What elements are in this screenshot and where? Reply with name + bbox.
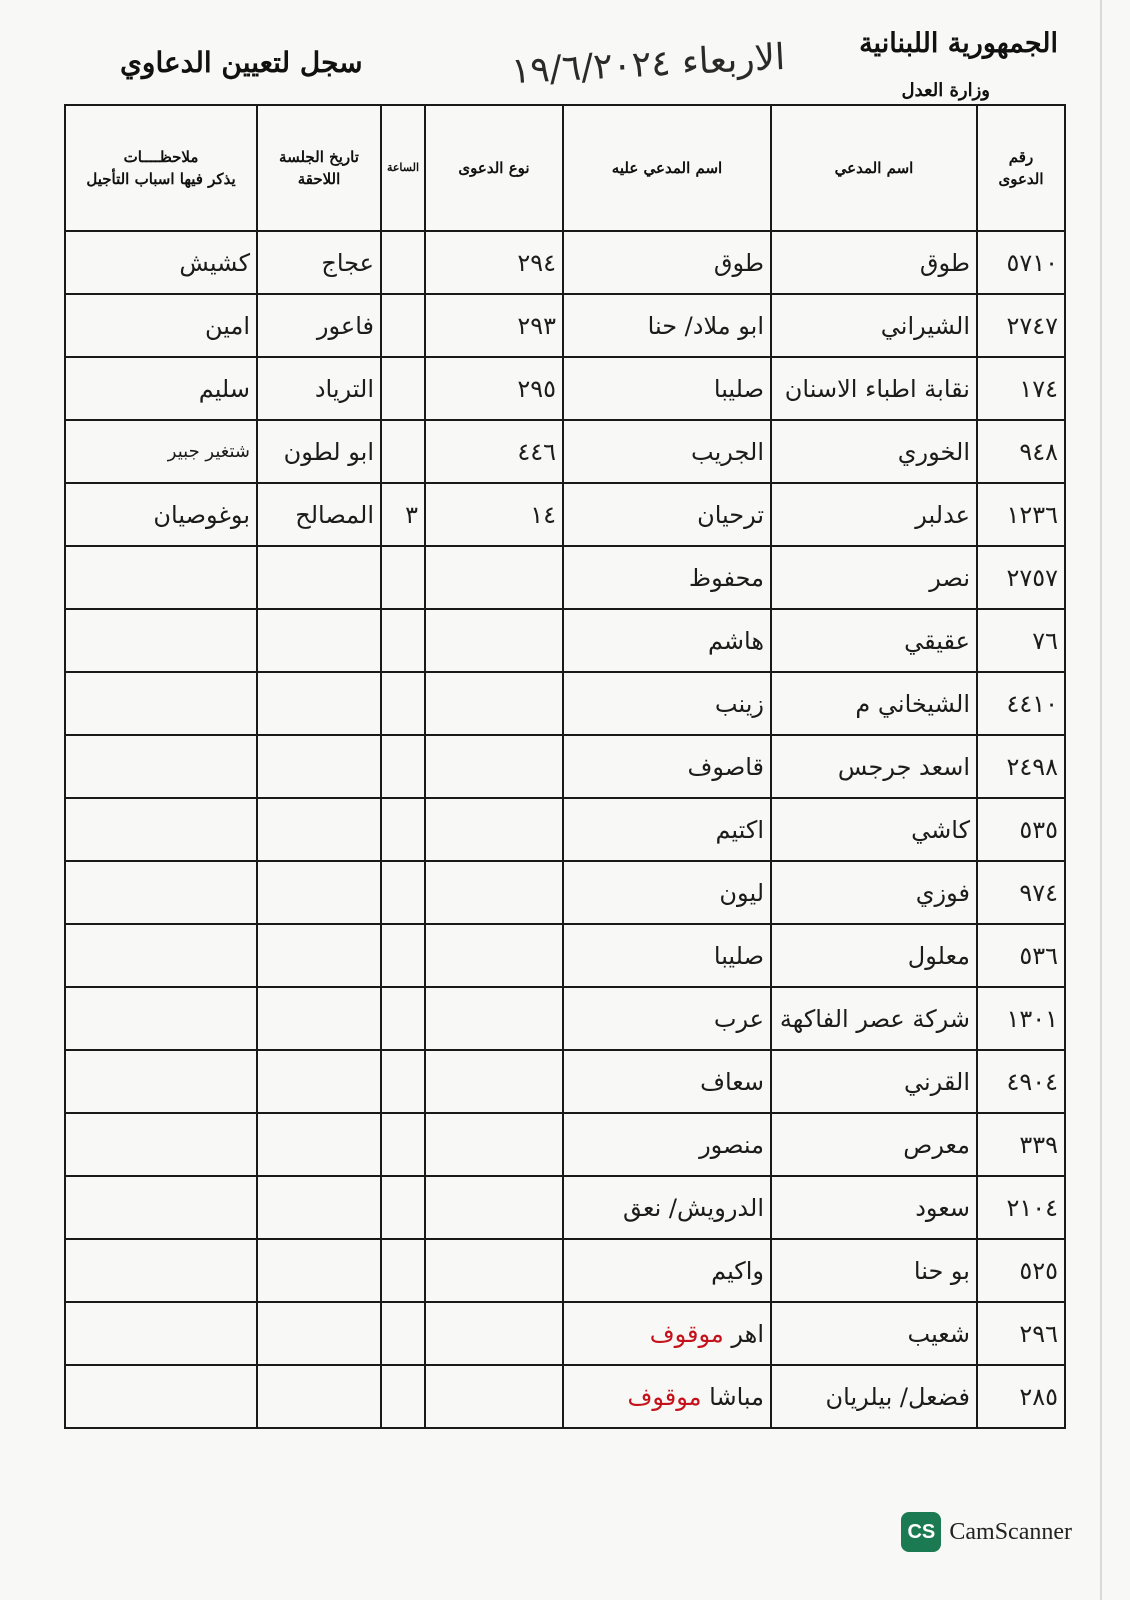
header-case-type: نوع الدعوى bbox=[425, 105, 563, 231]
cell-next-session bbox=[257, 924, 381, 987]
cell-respondent: صليبا bbox=[563, 357, 771, 420]
cell-case-number: ٥٣٥ bbox=[977, 798, 1065, 861]
cell-session-count bbox=[381, 987, 425, 1050]
table-row bbox=[65, 483, 1065, 546]
cell-case-type bbox=[425, 798, 563, 861]
table-row bbox=[65, 1050, 1065, 1113]
cell-session-count bbox=[381, 672, 425, 735]
cell-respondent: طوق bbox=[563, 231, 771, 294]
cell-plaintiff: الشيخاني م bbox=[771, 672, 977, 735]
cell-case-type bbox=[425, 861, 563, 924]
cell-remarks: شتغير جبير bbox=[65, 420, 257, 483]
cell-respondent: ابو ملاد/ حنا bbox=[563, 294, 771, 357]
cell-case-type bbox=[425, 1050, 563, 1113]
table-row bbox=[65, 1302, 1065, 1365]
cell-case-type: ٤٤٦ bbox=[425, 420, 563, 483]
cell-plaintiff: اسعد جرجس bbox=[771, 735, 977, 798]
table-row bbox=[65, 609, 1065, 672]
cell-plaintiff: معرص bbox=[771, 1113, 977, 1176]
cell-session-count bbox=[381, 1050, 425, 1113]
respondent-name: مباشا bbox=[709, 1382, 764, 1411]
cell-remarks bbox=[65, 861, 257, 924]
cell-next-session: فاعور bbox=[257, 294, 381, 357]
register-title: سجل لتعيين الدعاوي bbox=[120, 46, 363, 79]
cell-remarks bbox=[65, 1176, 257, 1239]
cell-session-count bbox=[381, 1113, 425, 1176]
cell-case-number: ٩٧٤ bbox=[977, 861, 1065, 924]
cell-plaintiff: كاشي bbox=[771, 798, 977, 861]
cell-next-session bbox=[257, 1302, 381, 1365]
cell-case-number: ٧٦ bbox=[977, 609, 1065, 672]
cell-respondent: عرب bbox=[563, 987, 771, 1050]
cell-case-number: ١٣٠١ bbox=[977, 987, 1065, 1050]
cell-session-count bbox=[381, 609, 425, 672]
cell-case-type bbox=[425, 1365, 563, 1428]
cell-case-type bbox=[425, 924, 563, 987]
cell-case-type bbox=[425, 1113, 563, 1176]
cell-next-session bbox=[257, 1176, 381, 1239]
cell-respondent bbox=[563, 1365, 771, 1428]
cell-respondent: محفوظ bbox=[563, 546, 771, 609]
cell-case-number: ٢٨٥ bbox=[977, 1365, 1065, 1428]
cell-case-number: ٢٤٩٨ bbox=[977, 735, 1065, 798]
cell-next-session: المصالح bbox=[257, 483, 381, 546]
cell-plaintiff: عقيقي bbox=[771, 609, 977, 672]
cell-next-session bbox=[257, 1113, 381, 1176]
cell-remarks bbox=[65, 987, 257, 1050]
cell-case-type bbox=[425, 1302, 563, 1365]
cell-remarks: كشيش bbox=[65, 231, 257, 294]
cell-respondent: قاصوف bbox=[563, 735, 771, 798]
camscanner-logo-icon: CS bbox=[901, 1512, 941, 1552]
camscanner-watermark bbox=[901, 1512, 1072, 1552]
cell-case-number: ٩٤٨ bbox=[977, 420, 1065, 483]
cell-remarks bbox=[65, 1113, 257, 1176]
header-next-session: تاريخ الجلسة اللاحقة bbox=[257, 105, 381, 231]
cell-plaintiff: معلول bbox=[771, 924, 977, 987]
cell-session-count bbox=[381, 231, 425, 294]
table-row bbox=[65, 294, 1065, 357]
register-table bbox=[64, 104, 1066, 1429]
respondent-status-note: موقوف bbox=[627, 1382, 702, 1411]
table-row bbox=[65, 987, 1065, 1050]
cell-case-type bbox=[425, 987, 563, 1050]
cell-session-count bbox=[381, 1239, 425, 1302]
cell-remarks bbox=[65, 546, 257, 609]
cell-respondent: ليون bbox=[563, 861, 771, 924]
republic-header: الجمهورية اللبنانية bbox=[859, 28, 1058, 59]
cell-remarks bbox=[65, 798, 257, 861]
cell-session-count bbox=[381, 546, 425, 609]
cell-remarks bbox=[65, 735, 257, 798]
cell-next-session bbox=[257, 609, 381, 672]
cell-respondent: واكيم bbox=[563, 1239, 771, 1302]
cell-case-type bbox=[425, 1239, 563, 1302]
cell-remarks: امين bbox=[65, 294, 257, 357]
cell-case-type: ٢٩٤ bbox=[425, 231, 563, 294]
header-session-count: الساعة bbox=[381, 105, 425, 231]
cell-case-type: ١٤ bbox=[425, 483, 563, 546]
cell-next-session bbox=[257, 861, 381, 924]
cell-remarks bbox=[65, 924, 257, 987]
cell-remarks bbox=[65, 1365, 257, 1428]
header-case-number: رقم الدعوى bbox=[977, 105, 1065, 231]
cell-case-number: ٥٢٥ bbox=[977, 1239, 1065, 1302]
cell-case-number: ٤٤١٠ bbox=[977, 672, 1065, 735]
cell-plaintiff: فضعل/ بيلريان bbox=[771, 1365, 977, 1428]
table-row bbox=[65, 672, 1065, 735]
cell-next-session: ابو لطون bbox=[257, 420, 381, 483]
cell-case-type bbox=[425, 1176, 563, 1239]
cell-case-number: ١٧٤ bbox=[977, 357, 1065, 420]
table-body bbox=[65, 231, 1065, 1428]
cell-next-session bbox=[257, 546, 381, 609]
header-remarks-title: ملاحظــــات bbox=[123, 147, 199, 166]
table-row bbox=[65, 798, 1065, 861]
cell-respondent: صليبا bbox=[563, 924, 771, 987]
table-row bbox=[65, 1113, 1065, 1176]
cell-case-number: ٥٧١٠ bbox=[977, 231, 1065, 294]
cell-case-number: ٥٣٦ bbox=[977, 924, 1065, 987]
table-row bbox=[65, 735, 1065, 798]
cell-case-number: ٢٧٥٧ bbox=[977, 546, 1065, 609]
table-row bbox=[65, 861, 1065, 924]
table-row bbox=[65, 420, 1065, 483]
cell-next-session: الترياد bbox=[257, 357, 381, 420]
cell-plaintiff: بو حنا bbox=[771, 1239, 977, 1302]
cell-session-count bbox=[381, 294, 425, 357]
cell-next-session bbox=[257, 1365, 381, 1428]
cell-next-session bbox=[257, 735, 381, 798]
cell-respondent: اكتيم bbox=[563, 798, 771, 861]
cell-plaintiff: فوزي bbox=[771, 861, 977, 924]
cell-session-count bbox=[381, 861, 425, 924]
cell-plaintiff: نقابة اطباء الاسنان bbox=[771, 357, 977, 420]
table-row bbox=[65, 1365, 1065, 1428]
cell-case-number: ٢٧٤٧ bbox=[977, 294, 1065, 357]
handwritten-date: الاربعاء ١٩/٦/٢٠٢٤ bbox=[509, 36, 787, 92]
respondent-name: اهر bbox=[731, 1319, 764, 1348]
cell-case-type: ٢٩٥ bbox=[425, 357, 563, 420]
respondent-status-note: موقوف bbox=[649, 1319, 724, 1348]
table-row bbox=[65, 357, 1065, 420]
table-row bbox=[65, 1176, 1065, 1239]
cell-session-count bbox=[381, 1302, 425, 1365]
cell-case-type bbox=[425, 546, 563, 609]
cell-session-count bbox=[381, 1176, 425, 1239]
camscanner-label: CamScanner bbox=[949, 1518, 1072, 1545]
cell-case-number: ٣٣٩ bbox=[977, 1113, 1065, 1176]
header-respondent: اسم المدعي عليه bbox=[563, 105, 771, 231]
cell-respondent: ترحيان bbox=[563, 483, 771, 546]
cell-remarks bbox=[65, 672, 257, 735]
cell-next-session bbox=[257, 1050, 381, 1113]
cell-case-number: ٢٩٦ bbox=[977, 1302, 1065, 1365]
header-remarks-subtitle: يذكر فيها اسباب التأجيل bbox=[86, 170, 236, 188]
header-remarks bbox=[65, 105, 257, 231]
page-edge bbox=[1100, 0, 1102, 1600]
cell-session-count bbox=[381, 357, 425, 420]
cell-session-count bbox=[381, 798, 425, 861]
cell-respondent: زينب bbox=[563, 672, 771, 735]
table-row bbox=[65, 1239, 1065, 1302]
header-plaintiff: اسم المدعي bbox=[771, 105, 977, 231]
cell-case-type: ٢٩٣ bbox=[425, 294, 563, 357]
ministry-header: وزارة العدل bbox=[901, 80, 990, 101]
cell-case-number: ٢١٠٤ bbox=[977, 1176, 1065, 1239]
cell-remarks: سليم bbox=[65, 357, 257, 420]
cell-respondent: الدرويش/ نعق bbox=[563, 1176, 771, 1239]
cell-respondent: منصور bbox=[563, 1113, 771, 1176]
cell-respondent: سعاف bbox=[563, 1050, 771, 1113]
cell-plaintiff: الخوري bbox=[771, 420, 977, 483]
cell-session-count bbox=[381, 420, 425, 483]
cell-session-count bbox=[381, 924, 425, 987]
cell-session-count bbox=[381, 1365, 425, 1428]
cell-plaintiff: شركة عصر الفاكهة bbox=[771, 987, 977, 1050]
cell-plaintiff: الشيراني bbox=[771, 294, 977, 357]
cell-case-type bbox=[425, 735, 563, 798]
cell-next-session: عجاج bbox=[257, 231, 381, 294]
cell-case-type bbox=[425, 609, 563, 672]
cell-respondent bbox=[563, 1302, 771, 1365]
cell-next-session bbox=[257, 672, 381, 735]
cell-session-count: ٣ bbox=[381, 483, 425, 546]
cell-respondent: الجريب bbox=[563, 420, 771, 483]
cell-plaintiff: نصر bbox=[771, 546, 977, 609]
cell-next-session bbox=[257, 1239, 381, 1302]
cell-respondent: هاشم bbox=[563, 609, 771, 672]
table-header-row bbox=[65, 105, 1065, 231]
cell-remarks bbox=[65, 1239, 257, 1302]
cell-remarks: بوغوصيان bbox=[65, 483, 257, 546]
cell-case-number: ٤٩٠٤ bbox=[977, 1050, 1065, 1113]
table-row bbox=[65, 231, 1065, 294]
table-row bbox=[65, 546, 1065, 609]
cell-session-count bbox=[381, 735, 425, 798]
cell-remarks bbox=[65, 1050, 257, 1113]
cell-plaintiff: سعود bbox=[771, 1176, 977, 1239]
cell-remarks bbox=[65, 1302, 257, 1365]
cell-plaintiff: طوق bbox=[771, 231, 977, 294]
cell-remarks bbox=[65, 609, 257, 672]
cell-plaintiff: القرني bbox=[771, 1050, 977, 1113]
cell-case-type bbox=[425, 672, 563, 735]
cell-plaintiff: عدلبر bbox=[771, 483, 977, 546]
cell-next-session bbox=[257, 987, 381, 1050]
cell-next-session bbox=[257, 798, 381, 861]
table-row bbox=[65, 924, 1065, 987]
cell-case-number: ١٢٣٦ bbox=[977, 483, 1065, 546]
cell-plaintiff: شعيب bbox=[771, 1302, 977, 1365]
